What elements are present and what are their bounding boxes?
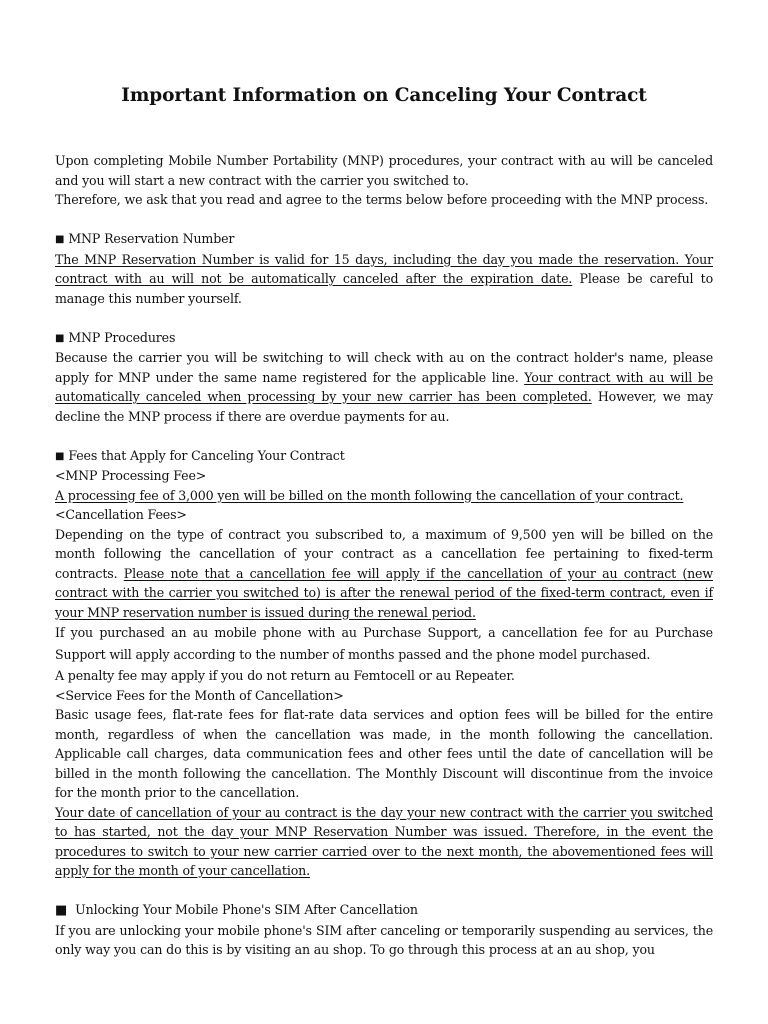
procedures-text-2: However, we may decline the MNP process if there are overdue payments for au. <box>55 389 713 424</box>
section-heading-reservation <box>55 229 713 250</box>
procedures-heading-text: MNP Procedures <box>68 329 176 345</box>
reservation-underlined-text: The MNP Reservation Number is valid for 15 days, including the day you made the reservation. Your contract with au will not be automatically canceled after the expiration date. <box>55 251 713 286</box>
reservation-paragraph <box>55 250 713 309</box>
section-heading-sim <box>55 900 713 921</box>
service-fees-paragraph: Basic usage fees, flat-rate fees for flat-rate data services and option fees will be billed for the entire month, regardless of when the cancellation was made, in the month following the cancellation. Applicable call charges, data communication fees and other fees until the date of cancellation will be billed in the month following the cancellation. The Monthly Discount will discontinue from the invoice for the month prior to the cancellation. <box>55 707 713 800</box>
cancellation-fees-paragraph <box>55 525 713 623</box>
processing-fee-underlined-text: A processing fee of 3,000 yen will be billed on the month following the cancellation of your contract. <box>55 487 684 503</box>
purchase-support-paragraph: If you purchased an au mobile phone with au Purchase Support, a cancellation fee for au Purchase Support will apply according to the number of months passed and the phone model purchased. <box>55 625 713 662</box>
spacer <box>55 881 713 901</box>
reservation-rest-text: Please be careful to manage this number yourself. <box>55 271 713 306</box>
cancellation-fees-underlined-text: Please note that a cancellation fee will apply if the cancellation of your au contract (new contract with the carrier you switched to) is after the renewal period of the fixed-term contract, even if your MNP reservation number is issued during the renewal period. <box>55 565 713 620</box>
document-page <box>55 84 713 960</box>
cancellation-date-underlined-text: Your date of cancellation of your au contract is the day your new contract with the carrier you switched to has started, not the day your MNP Reservation Number was issued. Therefore, in the event the procedures to switch to your new carrier carried over to the next month, the abovementioned fees will apply for the month of your cancellation. <box>55 804 713 878</box>
processing-fee-paragraph <box>55 486 713 506</box>
square-bullet-icon: ■ <box>55 450 65 462</box>
spacer <box>55 426 713 446</box>
penalty-paragraph: A penalty fee may apply if you do not return au Femtocell or au Repeater. <box>55 668 515 683</box>
spacer <box>55 210 713 230</box>
cancellation-fees-text: Depending on the type of contract you subscribed to, a maximum of 9,500 yen will be billed on the month following the cancellation of your contract as a cancellation fee pertaining to fixed-term contracts. <box>55 526 713 581</box>
reservation-heading-text: MNP Reservation Number <box>68 231 235 246</box>
fees-heading-text: Fees that Apply for Canceling Your Contract <box>68 447 345 463</box>
cancellation-date-paragraph <box>55 803 713 881</box>
square-bullet-icon: ■ <box>55 903 68 918</box>
processing-fee-heading: <MNP Processing Fee> <box>55 468 207 483</box>
procedures-text-1: Because the carrier you will be switching to will check with au on the contract holder's name, please apply for MNP under the same name registered for the applicable line. <box>55 350 713 385</box>
service-fees-heading: <Service Fees for the Month of Cancellation> <box>55 687 344 703</box>
square-bullet-icon: ■ <box>55 332 65 344</box>
square-bullet-icon: ■ <box>55 234 65 245</box>
intro-paragraph-2: Therefore, we ask that you read and agree to the terms below before proceeding with the MNP process. <box>55 192 709 207</box>
sim-paragraph: If you are unlocking your mobile phone's SIM after canceling or temporarily suspending au services, the only way you can do this is by visiting an au shop. To go through this process at an au shop, you <box>55 922 713 957</box>
cancellation-fees-heading: <Cancellation Fees> <box>55 507 187 522</box>
procedures-underlined-text: Your contract with au will be automatically canceled when processing by your new carrier has been completed. <box>55 369 713 404</box>
section-heading-fees <box>55 446 713 467</box>
document-title: Important Information on Canceling Your Contract <box>121 85 647 106</box>
procedures-paragraph <box>55 348 713 426</box>
spacer <box>55 308 713 328</box>
section-heading-procedures <box>55 328 713 349</box>
sim-heading-text: Unlocking Your Mobile Phone's SIM After Cancellation <box>75 902 418 917</box>
intro-paragraph-1: Upon completing Mobile Number Portability (MNP) procedures, your contract with au will be canceled and you will start a new contract with the carrier you switched to. <box>55 153 713 188</box>
